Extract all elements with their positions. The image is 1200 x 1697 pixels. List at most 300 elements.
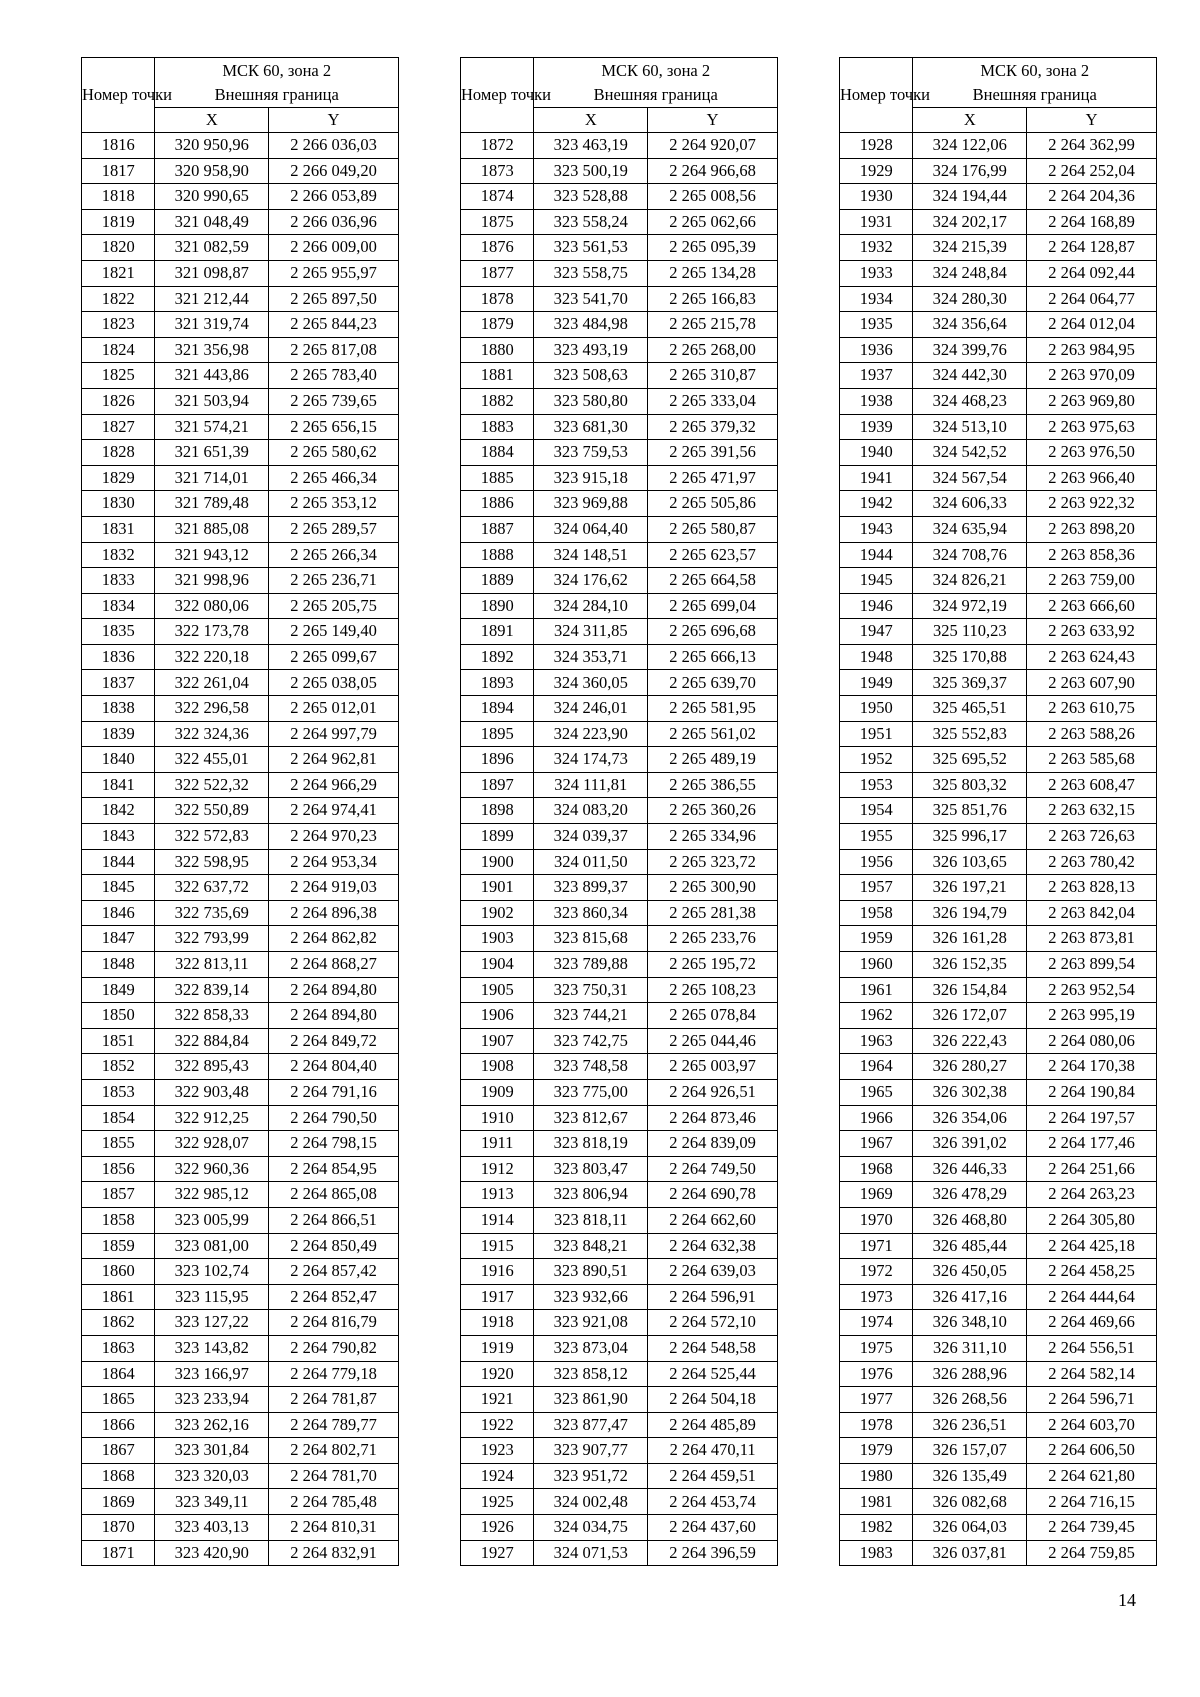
- y-coordinate-cell: 2 264 896,38: [269, 900, 399, 926]
- y-coordinate-cell: 2 265 505,86: [648, 491, 778, 517]
- x-coordinate-cell: 326 311,10: [913, 1335, 1027, 1361]
- table-row: [840, 568, 1157, 594]
- x-coordinate-cell: 323 915,18: [534, 465, 648, 491]
- x-coordinate-cell: 323 561,53: [534, 235, 648, 261]
- point-number-cell: 1903: [461, 926, 534, 952]
- table-row: [82, 926, 399, 952]
- table-row: [840, 1335, 1157, 1361]
- x-coordinate-cell: 323 806,94: [534, 1182, 648, 1208]
- point-number-cell: 1928: [840, 133, 913, 159]
- y-coordinate-cell: 2 264 804,40: [269, 1054, 399, 1080]
- x-coordinate-cell: 323 420,90: [155, 1540, 269, 1566]
- point-number-cell: 1920: [461, 1361, 534, 1387]
- y-coordinate-cell: 2 264 854,95: [269, 1156, 399, 1182]
- point-number-cell: 1927: [461, 1540, 534, 1566]
- point-number-cell: 1830: [82, 491, 155, 517]
- point-number-cell: 1825: [82, 363, 155, 389]
- table-row: [461, 1335, 778, 1361]
- y-coordinate-cell: 2 265 955,97: [269, 260, 399, 286]
- y-coordinate-cell: 2 264 962,81: [269, 747, 399, 773]
- y-coordinate-cell: 2 263 975,63: [1027, 414, 1157, 440]
- table-row: [461, 747, 778, 773]
- y-coordinate-cell: 2 264 204,36: [1027, 184, 1157, 210]
- x-coordinate-cell: 321 998,96: [155, 568, 269, 594]
- y-coordinate-cell: 2 266 053,89: [269, 184, 399, 210]
- y-coordinate-cell: 2 263 858,36: [1027, 542, 1157, 568]
- point-number-cell: 1821: [82, 260, 155, 286]
- table-row: [840, 465, 1157, 491]
- y-coordinate-cell: 2 264 197,57: [1027, 1105, 1157, 1131]
- y-coordinate-cell: 2 264 396,59: [648, 1540, 778, 1566]
- y-coordinate-cell: 2 264 920,07: [648, 133, 778, 159]
- x-coordinate-cell: 322 735,69: [155, 900, 269, 926]
- y-coordinate-cell: 2 264 868,27: [269, 952, 399, 978]
- point-number-cell: 1844: [82, 849, 155, 875]
- point-number-cell: 1902: [461, 900, 534, 926]
- x-coordinate-cell: 324 174,73: [534, 747, 648, 773]
- table-row: [82, 133, 399, 159]
- x-coordinate-cell: 326 222,43: [913, 1028, 1027, 1054]
- point-number-cell: 1858: [82, 1207, 155, 1233]
- x-coordinate-cell: 326 154,84: [913, 977, 1027, 1003]
- y-coordinate-cell: 2 263 995,19: [1027, 1003, 1157, 1029]
- x-column-header: X: [913, 108, 1027, 133]
- y-coordinate-cell: 2 263 585,68: [1027, 747, 1157, 773]
- y-coordinate-cell: 2 264 779,18: [269, 1361, 399, 1387]
- x-coordinate-cell: 324 360,05: [534, 670, 648, 696]
- y-coordinate-cell: 2 265 471,97: [648, 465, 778, 491]
- x-coordinate-cell: 322 960,36: [155, 1156, 269, 1182]
- y-coordinate-cell: 2 265 195,72: [648, 952, 778, 978]
- point-number-cell: 1894: [461, 696, 534, 722]
- y-coordinate-cell: 2 265 664,58: [648, 568, 778, 594]
- table-row: [840, 516, 1157, 542]
- x-coordinate-cell: 324 223,90: [534, 721, 648, 747]
- table-row: [461, 696, 778, 722]
- x-coordinate-cell: 325 695,52: [913, 747, 1027, 773]
- x-coordinate-cell: 323 815,68: [534, 926, 648, 952]
- x-coordinate-cell: 326 348,10: [913, 1310, 1027, 1336]
- x-coordinate-cell: 323 233,94: [155, 1387, 269, 1413]
- x-coordinate-cell: 321 714,01: [155, 465, 269, 491]
- x-coordinate-cell: 323 921,08: [534, 1310, 648, 1336]
- table-row: [82, 1131, 399, 1157]
- point-number-cell: 1934: [840, 286, 913, 312]
- point-number-cell: 1885: [461, 465, 534, 491]
- y-coordinate-cell: 2 264 781,87: [269, 1387, 399, 1413]
- y-coordinate-cell: 2 264 894,80: [269, 977, 399, 1003]
- point-number-cell: 1832: [82, 542, 155, 568]
- y-coordinate-cell: 2 265 310,87: [648, 363, 778, 389]
- y-coordinate-cell: 2 265 205,75: [269, 593, 399, 619]
- x-coordinate-cell: 323 580,80: [534, 388, 648, 414]
- point-number-cell: 1876: [461, 235, 534, 261]
- table-row: [840, 1156, 1157, 1182]
- x-coordinate-cell: 323 861,90: [534, 1387, 648, 1413]
- point-number-cell: 1855: [82, 1131, 155, 1157]
- point-number-cell: 1843: [82, 824, 155, 850]
- point-number-cell: 1818: [82, 184, 155, 210]
- y-coordinate-cell: 2 265 489,19: [648, 747, 778, 773]
- table-row: [82, 209, 399, 235]
- x-coordinate-cell: 323 812,67: [534, 1105, 648, 1131]
- table-row: [461, 337, 778, 363]
- coordinate-system-header: [155, 58, 399, 108]
- y-coordinate-cell: 2 265 095,39: [648, 235, 778, 261]
- point-number-cell: 1817: [82, 158, 155, 184]
- table-row: [840, 1463, 1157, 1489]
- x-coordinate-cell: 324 083,20: [534, 798, 648, 824]
- point-number-cell: 1964: [840, 1054, 913, 1080]
- table-row: [461, 772, 778, 798]
- table-row: [461, 1054, 778, 1080]
- coordinate-system-label: МСК 60, зона 2: [980, 61, 1090, 81]
- x-coordinate-cell: 325 851,76: [913, 798, 1027, 824]
- table-row: [840, 824, 1157, 850]
- x-coordinate-cell: 326 135,49: [913, 1463, 1027, 1489]
- table-row: [840, 1054, 1157, 1080]
- y-coordinate-cell: 2 264 064,77: [1027, 286, 1157, 312]
- point-number-cell: 1968: [840, 1156, 913, 1182]
- point-number-cell: 1961: [840, 977, 913, 1003]
- x-coordinate-cell: 322 903,48: [155, 1079, 269, 1105]
- x-coordinate-cell: 323 558,75: [534, 260, 648, 286]
- point-number-cell: 1906: [461, 1003, 534, 1029]
- y-coordinate-cell: 2 265 038,05: [269, 670, 399, 696]
- table-row: [840, 542, 1157, 568]
- y-coordinate-cell: 2 264 865,08: [269, 1182, 399, 1208]
- page-number: 14: [1118, 1590, 1136, 1610]
- y-coordinate-cell: 2 266 036,96: [269, 209, 399, 235]
- coordinate-system-label: МСК 60, зона 2: [222, 61, 332, 81]
- x-coordinate-cell: 323 750,31: [534, 977, 648, 1003]
- point-number-header: Номер точки: [82, 58, 155, 133]
- y-coordinate-cell: 2 263 976,50: [1027, 440, 1157, 466]
- x-coordinate-cell: 324 071,53: [534, 1540, 648, 1566]
- table-row: [82, 1079, 399, 1105]
- table-row: [82, 184, 399, 210]
- table-row: [461, 1361, 778, 1387]
- x-coordinate-cell: 325 552,83: [913, 721, 1027, 747]
- x-coordinate-cell: 322 912,25: [155, 1105, 269, 1131]
- y-coordinate-cell: 2 263 780,42: [1027, 849, 1157, 875]
- y-column-header: Y: [648, 108, 778, 133]
- x-coordinate-cell: 321 503,94: [155, 388, 269, 414]
- point-number-cell: 1950: [840, 696, 913, 722]
- y-coordinate-cell: 2 265 266,34: [269, 542, 399, 568]
- x-coordinate-cell: 326 302,38: [913, 1079, 1027, 1105]
- point-number-cell: 1897: [461, 772, 534, 798]
- point-number-cell: 1822: [82, 286, 155, 312]
- table-row: [840, 1105, 1157, 1131]
- table-row: [461, 1233, 778, 1259]
- x-coordinate-cell: 321 212,44: [155, 286, 269, 312]
- x-coordinate-cell: 324 356,64: [913, 312, 1027, 338]
- x-coordinate-cell: 321 319,74: [155, 312, 269, 338]
- table-row: [840, 798, 1157, 824]
- y-coordinate-cell: 2 264 621,80: [1027, 1463, 1157, 1489]
- point-number-cell: 1937: [840, 363, 913, 389]
- x-coordinate-cell: 324 248,84: [913, 260, 1027, 286]
- y-coordinate-cell: 2 265 323,72: [648, 849, 778, 875]
- table-row: [840, 1438, 1157, 1464]
- point-number-cell: 1900: [461, 849, 534, 875]
- table-row: [461, 388, 778, 414]
- y-coordinate-cell: 2 264 862,82: [269, 926, 399, 952]
- table-row: [82, 1463, 399, 1489]
- table-row: [840, 900, 1157, 926]
- x-coordinate-cell: 323 493,19: [534, 337, 648, 363]
- table-row: [461, 1540, 778, 1566]
- x-coordinate-cell: 324 442,30: [913, 363, 1027, 389]
- x-coordinate-cell: 323 877,47: [534, 1412, 648, 1438]
- point-number-cell: 1921: [461, 1387, 534, 1413]
- table-row: [840, 772, 1157, 798]
- x-coordinate-cell: 321 789,48: [155, 491, 269, 517]
- x-coordinate-cell: 322 296,58: [155, 696, 269, 722]
- x-coordinate-cell: 326 194,79: [913, 900, 1027, 926]
- point-number-cell: 1980: [840, 1463, 913, 1489]
- x-coordinate-cell: 322 813,11: [155, 952, 269, 978]
- x-coordinate-cell: 324 064,40: [534, 516, 648, 542]
- x-coordinate-cell: 326 391,02: [913, 1131, 1027, 1157]
- point-number-cell: 1983: [840, 1540, 913, 1566]
- table-row: [840, 977, 1157, 1003]
- point-number-cell: 1852: [82, 1054, 155, 1080]
- table-row: [461, 1438, 778, 1464]
- table-row: [82, 900, 399, 926]
- y-coordinate-cell: 2 265 897,50: [269, 286, 399, 312]
- x-coordinate-cell: 323 818,11: [534, 1207, 648, 1233]
- y-coordinate-cell: 2 263 842,04: [1027, 900, 1157, 926]
- table-row: [82, 772, 399, 798]
- x-coordinate-cell: 324 311,85: [534, 619, 648, 645]
- point-number-cell: 1930: [840, 184, 913, 210]
- point-number-cell: 1846: [82, 900, 155, 926]
- y-coordinate-cell: 2 264 080,06: [1027, 1028, 1157, 1054]
- table-row: [461, 1515, 778, 1541]
- table-row: [461, 1310, 778, 1336]
- x-coordinate-cell: 322 572,83: [155, 824, 269, 850]
- point-number-cell: 1862: [82, 1310, 155, 1336]
- x-coordinate-cell: 323 858,12: [534, 1361, 648, 1387]
- x-coordinate-cell: 324 194,44: [913, 184, 1027, 210]
- y-coordinate-cell: 2 264 690,78: [648, 1182, 778, 1208]
- x-coordinate-cell: 323 500,19: [534, 158, 648, 184]
- x-coordinate-cell: 324 122,06: [913, 133, 1027, 159]
- table-row: [461, 1182, 778, 1208]
- point-number-cell: 1828: [82, 440, 155, 466]
- point-number-cell: 1895: [461, 721, 534, 747]
- x-coordinate-cell: 323 463,19: [534, 133, 648, 159]
- point-number-cell: 1878: [461, 286, 534, 312]
- table-row: [840, 926, 1157, 952]
- table-row: [461, 798, 778, 824]
- table-row: [82, 1515, 399, 1541]
- point-number-cell: 1946: [840, 593, 913, 619]
- y-coordinate-cell: 2 266 036,03: [269, 133, 399, 159]
- x-coordinate-cell: 322 839,14: [155, 977, 269, 1003]
- x-coordinate-cell: 323 890,51: [534, 1259, 648, 1285]
- table-row: [461, 1028, 778, 1054]
- table-row: [461, 260, 778, 286]
- x-coordinate-cell: 326 417,16: [913, 1284, 1027, 1310]
- point-number-cell: 1848: [82, 952, 155, 978]
- y-coordinate-cell: 2 263 984,95: [1027, 337, 1157, 363]
- point-number-cell: 1916: [461, 1259, 534, 1285]
- y-coordinate-cell: 2 264 263,23: [1027, 1182, 1157, 1208]
- x-coordinate-cell: 324 176,62: [534, 568, 648, 594]
- table-row: [82, 568, 399, 594]
- point-number-cell: 1979: [840, 1438, 913, 1464]
- x-coordinate-cell: 321 082,59: [155, 235, 269, 261]
- x-coordinate-cell: 324 972,19: [913, 593, 1027, 619]
- table-row: [461, 568, 778, 594]
- x-coordinate-cell: 322 080,06: [155, 593, 269, 619]
- table-row: [840, 1182, 1157, 1208]
- x-coordinate-cell: 324 468,23: [913, 388, 1027, 414]
- point-number-cell: 1866: [82, 1412, 155, 1438]
- x-coordinate-cell: 322 637,72: [155, 875, 269, 901]
- point-number-cell: 1969: [840, 1182, 913, 1208]
- y-coordinate-cell: 2 265 044,46: [648, 1028, 778, 1054]
- table-row: [461, 849, 778, 875]
- point-number-cell: 1971: [840, 1233, 913, 1259]
- x-coordinate-cell: 324 708,76: [913, 542, 1027, 568]
- x-coordinate-cell: 322 928,07: [155, 1131, 269, 1157]
- y-coordinate-cell: 2 265 166,83: [648, 286, 778, 312]
- x-coordinate-cell: 323 541,70: [534, 286, 648, 312]
- table-row: [82, 670, 399, 696]
- point-number-cell: 1917: [461, 1284, 534, 1310]
- point-number-cell: 1874: [461, 184, 534, 210]
- point-number-cell: 1853: [82, 1079, 155, 1105]
- point-number-cell: 1871: [82, 1540, 155, 1566]
- point-number-cell: 1835: [82, 619, 155, 645]
- x-coordinate-cell: 325 465,51: [913, 696, 1027, 722]
- table-row: [840, 696, 1157, 722]
- table-row: [461, 542, 778, 568]
- y-coordinate-cell: 2 263 610,75: [1027, 696, 1157, 722]
- point-number-cell: 1960: [840, 952, 913, 978]
- point-number-cell: 1883: [461, 414, 534, 440]
- point-number-cell: 1867: [82, 1438, 155, 1464]
- point-number-cell: 1823: [82, 312, 155, 338]
- x-coordinate-cell: 323 558,24: [534, 209, 648, 235]
- x-coordinate-cell: 323 143,82: [155, 1335, 269, 1361]
- point-number-cell: 1840: [82, 747, 155, 773]
- point-number-cell: 1860: [82, 1259, 155, 1285]
- x-coordinate-cell: 324 176,99: [913, 158, 1027, 184]
- point-number-cell: 1975: [840, 1335, 913, 1361]
- table-row: [82, 1438, 399, 1464]
- y-coordinate-cell: 2 264 582,14: [1027, 1361, 1157, 1387]
- table-row: [840, 363, 1157, 389]
- table-row: [82, 1310, 399, 1336]
- x-coordinate-cell: 322 598,95: [155, 849, 269, 875]
- x-coordinate-cell: 326 082,68: [913, 1489, 1027, 1515]
- point-number-cell: 1873: [461, 158, 534, 184]
- y-coordinate-cell: 2 264 606,50: [1027, 1438, 1157, 1464]
- table-row: [840, 721, 1157, 747]
- table-row: [840, 1387, 1157, 1413]
- point-number-cell: 1914: [461, 1207, 534, 1233]
- y-coordinate-cell: 2 264 716,15: [1027, 1489, 1157, 1515]
- table-row: [82, 491, 399, 517]
- y-coordinate-cell: 2 263 588,26: [1027, 721, 1157, 747]
- y-coordinate-cell: 2 265 078,84: [648, 1003, 778, 1029]
- point-number-cell: 1881: [461, 363, 534, 389]
- table-row: [82, 696, 399, 722]
- point-number-cell: 1861: [82, 1284, 155, 1310]
- table-row: [461, 465, 778, 491]
- x-coordinate-cell: 323 320,03: [155, 1463, 269, 1489]
- table-row: [82, 977, 399, 1003]
- point-number-cell: 1970: [840, 1207, 913, 1233]
- point-number-cell: 1827: [82, 414, 155, 440]
- x-coordinate-cell: 323 403,13: [155, 1515, 269, 1541]
- x-coordinate-cell: 324 567,54: [913, 465, 1027, 491]
- y-coordinate-cell: 2 264 810,31: [269, 1515, 399, 1541]
- point-number-cell: 1851: [82, 1028, 155, 1054]
- table-row: [840, 644, 1157, 670]
- y-coordinate-cell: 2 264 362,99: [1027, 133, 1157, 159]
- x-coordinate-cell: 323 484,98: [534, 312, 648, 338]
- x-coordinate-cell: 325 996,17: [913, 824, 1027, 850]
- table-row: [840, 491, 1157, 517]
- point-number-cell: 1978: [840, 1412, 913, 1438]
- y-coordinate-cell: 2 265 233,76: [648, 926, 778, 952]
- table-row: [461, 491, 778, 517]
- x-coordinate-cell: 325 110,23: [913, 619, 1027, 645]
- boundary-label: Внешняя граница: [972, 85, 1097, 104]
- point-number-cell: 1836: [82, 644, 155, 670]
- coordinates-table-body: [461, 133, 778, 1566]
- point-number-cell: 1838: [82, 696, 155, 722]
- y-coordinate-cell: 2 263 899,54: [1027, 952, 1157, 978]
- y-coordinate-cell: 2 265 360,26: [648, 798, 778, 824]
- point-number-cell: 1973: [840, 1284, 913, 1310]
- y-coordinate-cell: 2 263 970,09: [1027, 363, 1157, 389]
- y-coordinate-cell: 2 263 632,15: [1027, 798, 1157, 824]
- table-row: [840, 1361, 1157, 1387]
- x-coordinate-cell: 321 943,12: [155, 542, 269, 568]
- point-number-cell: 1819: [82, 209, 155, 235]
- table-row: [840, 849, 1157, 875]
- table-row: [461, 1463, 778, 1489]
- y-coordinate-cell: 2 265 289,57: [269, 516, 399, 542]
- point-number-cell: 1888: [461, 542, 534, 568]
- x-coordinate-cell: 326 064,03: [913, 1515, 1027, 1541]
- point-number-cell: 1982: [840, 1515, 913, 1541]
- table-row: [461, 235, 778, 261]
- y-coordinate-cell: 2 263 666,60: [1027, 593, 1157, 619]
- x-coordinate-cell: 326 172,07: [913, 1003, 1027, 1029]
- point-number-cell: 1882: [461, 388, 534, 414]
- point-number-cell: 1936: [840, 337, 913, 363]
- table-row: [461, 516, 778, 542]
- y-coordinate-cell: 2 265 639,70: [648, 670, 778, 696]
- y-coordinate-cell: 2 265 062,66: [648, 209, 778, 235]
- x-coordinate-cell: 322 884,84: [155, 1028, 269, 1054]
- y-coordinate-cell: 2 264 548,58: [648, 1335, 778, 1361]
- table-row: [82, 849, 399, 875]
- point-number-cell: 1953: [840, 772, 913, 798]
- x-coordinate-cell: 326 354,06: [913, 1105, 1027, 1131]
- y-coordinate-cell: 2 263 922,32: [1027, 491, 1157, 517]
- y-coordinate-cell: 2 264 974,41: [269, 798, 399, 824]
- table-row: [461, 1412, 778, 1438]
